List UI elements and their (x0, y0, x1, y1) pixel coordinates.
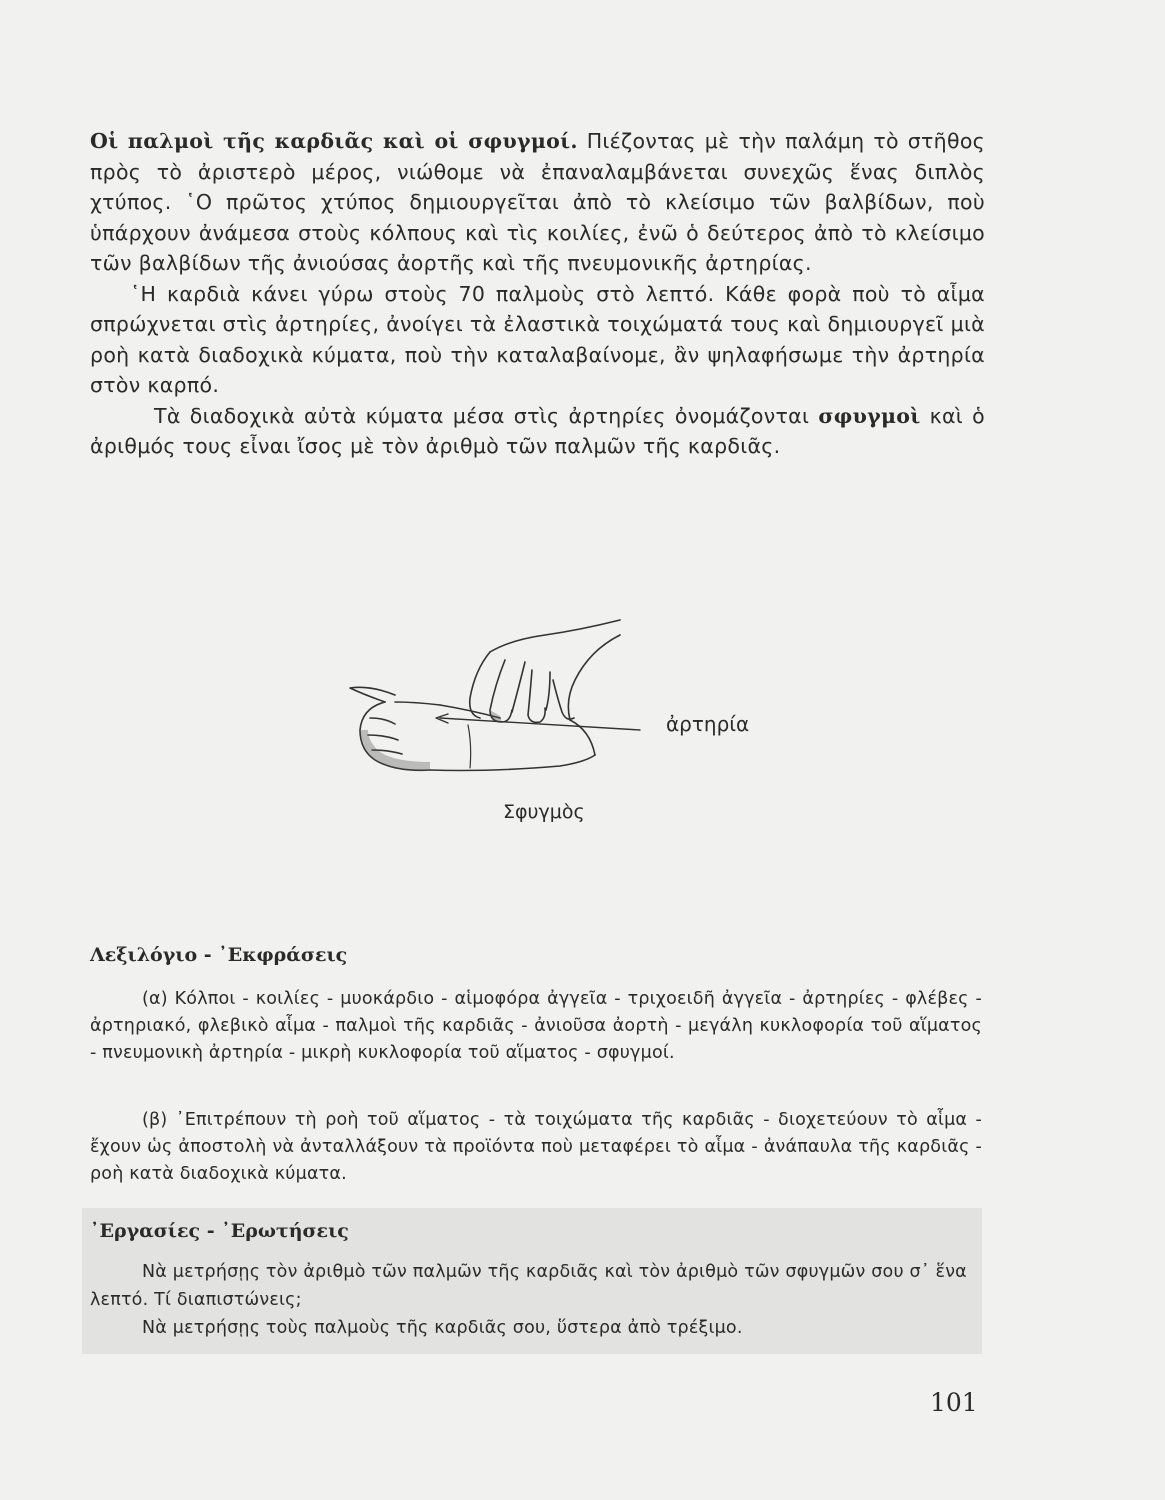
paragraph-2-text: ῾Η καρδιὰ κάνει γύρω στοὺς 70 παλμοὺς στὸ λεπτό. Κάθε φορὰ ποὺ τὸ αἷμα σπρώχνεται στὶς ἀρτηρίες, ἀνοίγει τὰ ἐλαστικὰ τοιχώματά τους καὶ δημιουργεῖ μιὰ ροὴ κατὰ διαδοχικὰ κύματα, ποὺ τὴν καταλαβαίνομε, ἂν ψηλαφήσωμε τὴν ἀρτηρία στὸν καρπό. (90, 281, 985, 397)
wrist-pulse-illustration (340, 590, 780, 830)
task-2: Νὰ μετρήσῃς τοὺς παλμοὺς τῆς καρδιᾶς σου, ὕστερα ἀπὸ τρέξιμο. (142, 1318, 743, 1338)
label-artery: ἀρτηρία (666, 712, 750, 736)
vocabulary-item-a-text: (α) Κόλποι - κοιλίες - μυοκάρδιο - αἱμοφόρα ἀγγεῖα - τριχοειδῆ ἀγγεῖα - ἀρτηρίες - φλέβες - ἀρτηριακό, φλεβικὸ αἷμα - παλμοὶ τῆς καρδιᾶς - ἀνιοῦσα ἀορτὴ - μεγάλη κυκλοφορία τοῦ αἵματος - πνευμονικὴ ἀρτηρία - μικρὴ κυκλοφορία τοῦ αἵματος - σφυγμοί. (90, 989, 982, 1063)
extended-thumb (350, 687, 395, 702)
arm-lower-outline (568, 635, 620, 720)
vocabulary-item-b (90, 1107, 982, 1188)
paragraph-pulse (90, 401, 985, 462)
vocabulary-item-a (90, 986, 982, 1067)
paragraph-3-start: Τὰ διαδοχικὰ αὐτὰ κύματα μέσα στὶς ἀρτηρίες ὀνομάζονται (154, 403, 819, 428)
artery-pointer-line (440, 718, 640, 730)
forearm-bottom (430, 755, 595, 771)
paragraph-heart-beats (90, 126, 985, 279)
main-text (90, 126, 985, 462)
label-pulse: Σφυγμὸς (503, 801, 585, 823)
vocabulary-item-b-text: (β) ᾿Επιτρέπουν τὴ ροὴ τοῦ αἵματος - τὰ τοιχώματα τῆς καρδιᾶς - διοχετεύουν τὸ αἷμα - ἔχουν ὡς ἀποστολὴ νὰ ἀνταλλάξουν τὰ προϊόντα ποὺ μεταφέρει τὸ αἷμα - ἀνάπαυλα τῆς καρδιᾶς - ροὴ κατὰ διαδοχικὰ κύματα. (90, 1110, 982, 1184)
tasks-heading: ᾿Εργασίες - ᾿Ερωτήσεις (90, 1220, 349, 1242)
section-title: Οἱ παλμοὶ τῆς καρδιᾶς καὶ οἱ σφυγμοί. (90, 129, 578, 153)
thumb-outline (470, 652, 490, 718)
page-number: 101 (930, 1388, 978, 1417)
task-1: Νὰ μετρήσῃς τὸν ἀριθμὸ τῶν παλμῶν τῆς καρδιᾶς καὶ τὸν ἀριθμὸ τῶν σφυγμῶν σου σ᾿ ἕνα λεπτό. Τί διαπιστώνεις; (90, 1262, 967, 1310)
paragraph-1-text: Πιέζοντας μὲ τὴν παλάμη τὸ στῆθος πρὸς τὸ ἀριστερὸ μέρος, νιώθομε νὰ ἐπαναλαμβάνεται συνεχῶς ἕνας διπλὸς χτύπος. ῾Ο πρῶτος χτύπος δημιουργεῖται ἀπὸ τὸ κλείσιμο τῶν βαλβίδων, ποὺ ὑπάρχουν ἀνάμεσα στοὺς κόλπους καὶ τὶς κοιλίες, ἐνῶ ὁ δεύτερος ἀπὸ τὸ κλείσιμο τῶν βαλβίδων τῆς ἀνιούσας ἀορτῆς καὶ τῆς πνευμονικῆς ἀρτηρίας. (90, 129, 985, 275)
tasks-list (90, 1258, 978, 1342)
term-pulse: σφυγμοὶ (818, 403, 921, 428)
paragraph-3-end: καὶ ὁ ἀριθμός τους εἶναι ἴσος μὲ τὸν ἀριθμὸ τῶν παλμῶν τῆς καρδιᾶς. (90, 403, 985, 458)
vocabulary-heading: Λεξιλόγιο - ᾿Εκφράσεις (90, 944, 348, 966)
